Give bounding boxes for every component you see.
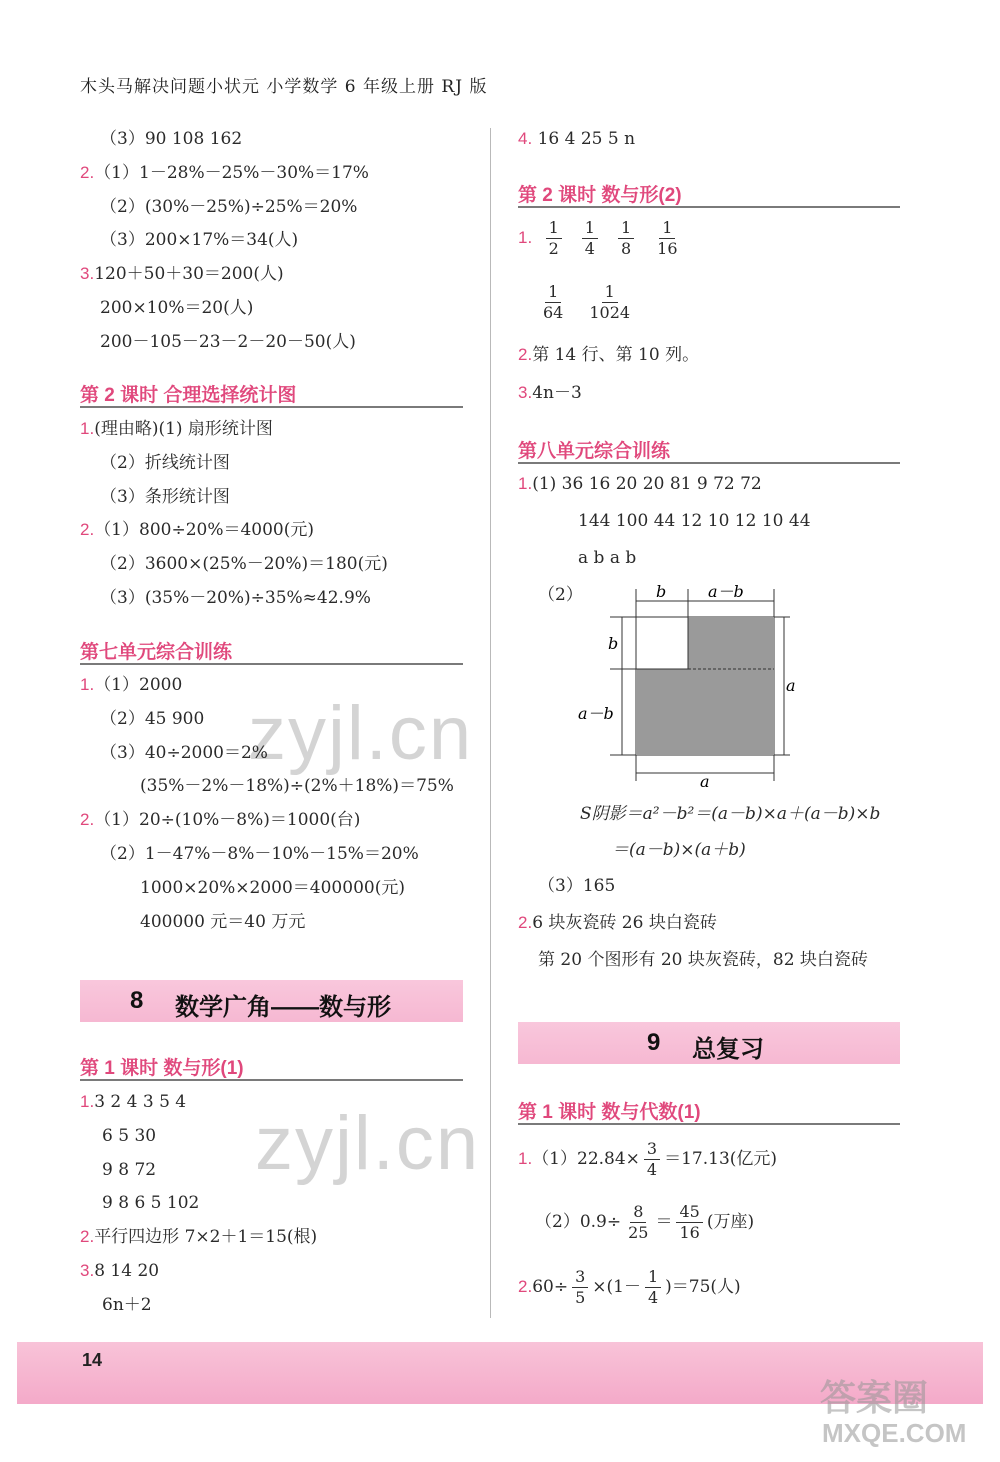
fraction: $\frac{1}{4}$ xyxy=(645,1267,661,1308)
answer-line xyxy=(518,382,582,404)
unit-8-number: 8 xyxy=(130,987,144,1014)
question-number: 2. xyxy=(518,345,533,364)
question-number: 1. xyxy=(518,228,533,247)
question-number: 3. xyxy=(80,1261,95,1280)
answer-text: 3 2 4 3 5 4 xyxy=(94,1092,187,1112)
watermark-zyjl-2: zyjl.cn xyxy=(255,1101,481,1186)
answer-text: 16 4 25 5 n xyxy=(537,129,636,149)
answer-text: （2）0.9÷ xyxy=(535,1212,622,1232)
answer-line xyxy=(100,297,253,319)
answer-line xyxy=(102,1159,156,1181)
page-header: 木头马解决问题小状元 小学数学 6 年级上册 RJ 版 xyxy=(80,77,488,97)
answer-line xyxy=(518,473,762,495)
label-top-a-minus-b: a－b xyxy=(708,582,744,601)
answer-text: （3）165 xyxy=(538,876,616,896)
answer-text: 4n－3 xyxy=(532,383,582,403)
watermark-answer-circle: 答案圈 xyxy=(820,1377,929,1418)
answer-line xyxy=(80,809,360,831)
section-underline xyxy=(518,462,900,464)
answer-text: （1）800÷20%＝4000(元) xyxy=(94,520,315,541)
section-title-shapes-2: 第 2 课时 数与形(2) xyxy=(518,185,682,206)
answer-text: 8 14 20 xyxy=(94,1261,160,1281)
section-underline xyxy=(80,1079,463,1081)
answer-line xyxy=(578,510,811,532)
question-number: 1. xyxy=(80,675,95,694)
answer-text: 120＋50＋30＝200(人) xyxy=(94,264,284,285)
answer-line xyxy=(518,128,635,150)
answer-line xyxy=(80,263,284,285)
answer-text: （2）1－47%－8%－10%－15%＝20% xyxy=(100,844,419,864)
answer-text: （3）90 108 162 xyxy=(100,129,243,149)
question-number: 3. xyxy=(80,264,95,284)
answer-text: （2）(30%－25%)÷25%＝20% xyxy=(100,196,358,217)
answer-text: 200－105－23－2－20－50(人) xyxy=(100,331,356,352)
label-bottom-a: a xyxy=(700,772,710,790)
answer-text: （3）40÷2000＝2% xyxy=(100,742,268,763)
column-divider xyxy=(490,128,491,1318)
fraction: $\frac{8}{25}$ xyxy=(628,1202,649,1242)
section-underline xyxy=(518,1123,900,1125)
answer-text: （2）折线统计图 xyxy=(100,452,230,473)
answer-text: （1）20÷(10%－8%)＝1000(台) xyxy=(94,810,361,831)
section-underline xyxy=(80,663,463,665)
answer-text: (万座) xyxy=(706,1212,755,1232)
answer-line xyxy=(518,1265,741,1309)
answer-text: 6 块灰瓷砖 26 块白瓷砖 xyxy=(532,913,717,933)
shaded-region-bottom xyxy=(636,669,774,755)
section-title-chart-choice: 第 2 课时 合理选择统计图 xyxy=(80,385,297,406)
fraction: $\frac{1}{8}$ xyxy=(618,218,634,259)
label-left-a-minus-b: a－b xyxy=(578,704,614,723)
answer-line xyxy=(80,1226,317,1248)
answer-line xyxy=(100,196,357,218)
answer-line xyxy=(140,775,454,797)
question-number: 2. xyxy=(518,913,533,932)
answer-text: )＝75(人) xyxy=(665,1277,741,1297)
answer-line xyxy=(80,418,273,440)
section-underline xyxy=(518,206,900,208)
question-number: 2. xyxy=(80,520,95,540)
answer-line xyxy=(535,1200,754,1244)
answer-line xyxy=(100,452,230,474)
answer-line xyxy=(100,587,371,609)
answer-line xyxy=(80,519,314,541)
square-difference-diagram xyxy=(570,575,810,790)
answer-text: (35%－2%－18%)÷(2%＋18%)＝75% xyxy=(140,776,454,797)
answer-text: 200×10%＝20(人) xyxy=(100,298,254,318)
fraction: $\frac{1}{4}$ xyxy=(582,218,598,259)
section-title-unit8-review: 第八单元综合训练 xyxy=(518,441,671,462)
answer-text: （1）1－28%－25%－30%＝17% xyxy=(94,162,369,183)
question-number: 2. xyxy=(80,810,95,830)
answer-text: （3）条形统计图 xyxy=(100,486,230,507)
answer-line xyxy=(140,877,405,899)
label-left-b: b xyxy=(608,634,619,653)
question-number: 2. xyxy=(80,162,95,182)
answer-text: 60÷ xyxy=(532,1277,569,1297)
watermark-mxqe: MXQE.COM xyxy=(822,1418,967,1448)
answer-line xyxy=(100,128,242,150)
answer-text: 6n＋2 xyxy=(102,1294,152,1315)
answer-text: 400000 元＝40 万元 xyxy=(140,911,306,932)
answer-text: 9 8 72 xyxy=(102,1159,157,1180)
answer-text: ×(1－ xyxy=(592,1277,641,1297)
fraction: $\frac{3}{4}$ xyxy=(644,1139,660,1180)
answer-line xyxy=(80,1091,186,1113)
answer-text: 9 8 6 5 102 xyxy=(102,1193,200,1214)
answer-line xyxy=(100,331,356,353)
answer-line xyxy=(100,708,204,730)
answer-line xyxy=(80,674,182,696)
answer-text: （1）2000 xyxy=(94,675,183,695)
question-number: 4. xyxy=(518,129,533,148)
answer-line xyxy=(80,1260,159,1282)
answer-line xyxy=(100,486,230,508)
fraction: $\frac{3}{5}$ xyxy=(572,1267,588,1308)
question-number: 2. xyxy=(80,1227,95,1247)
unit-8-title: 数学广角——数与形 xyxy=(175,994,391,1021)
answer-line xyxy=(538,949,868,971)
unit-9-title: 总复习 xyxy=(692,1036,764,1063)
answer-text: 平行四边形 7×2＋1＝15(根) xyxy=(94,1227,318,1248)
answer-text: （2）3600×(25%－20%)＝180(元) xyxy=(100,554,388,575)
question-number: 1. xyxy=(80,1092,95,1111)
answer-text: （1）22.84× xyxy=(532,1149,640,1169)
unit-9-number: 9 xyxy=(647,1029,661,1056)
answer-line xyxy=(518,344,699,366)
answer-line xyxy=(100,229,298,251)
formula-line-1: S阴影＝a²－b²＝(a－b)×a＋(a－b)×b xyxy=(580,804,881,824)
answer-text: ＝17.13(亿元) xyxy=(664,1149,778,1169)
answer-text: ＝ xyxy=(655,1212,673,1232)
fraction-row-2 xyxy=(532,282,645,323)
answer-line xyxy=(100,553,388,575)
watermark-zyjl-1: zyjl.cn xyxy=(248,691,474,776)
page-number: 14 xyxy=(82,1350,103,1370)
question-number: 1. xyxy=(80,419,95,438)
answer-line xyxy=(102,1294,152,1316)
label-top-b: b xyxy=(656,582,667,601)
answer-text: 6 5 30 xyxy=(102,1125,157,1146)
answer-line xyxy=(100,742,268,764)
section-title-number-algebra-1: 第 1 课时 数与代数(1) xyxy=(518,1102,701,1123)
answer-text: （3）(35%－20%)÷35%≈42.9% xyxy=(100,588,371,608)
answer-text: (理由略)(1) 扇形统计图 xyxy=(94,419,273,439)
shaded-region-top xyxy=(688,617,774,669)
answer-line xyxy=(102,1192,199,1214)
answer-line xyxy=(538,875,615,897)
fraction: $\frac{45}{16}$ xyxy=(676,1202,702,1243)
fraction: $\frac{1}{1024}$ xyxy=(589,282,631,322)
answer-line xyxy=(518,912,717,934)
label-right-a: a xyxy=(786,676,796,695)
formula-line-2: ＝(a－b)×(a＋b) xyxy=(612,840,746,860)
answer-line xyxy=(518,1137,777,1181)
section-title-shapes-1: 第 1 课时 数与形(1) xyxy=(80,1058,244,1079)
fraction: $\frac{1}{16}$ xyxy=(657,218,678,258)
answer-line xyxy=(80,162,369,184)
answer-text: 第 14 行、第 10 列。 xyxy=(532,345,700,365)
answer-line xyxy=(140,911,305,933)
answer-text: a b a b xyxy=(578,548,637,568)
answer-text: 第 20 个图形有 20 块灰瓷砖，82 块白瓷砖 xyxy=(538,950,868,970)
answer-text: （2） xyxy=(538,585,583,605)
answer-line xyxy=(102,1125,156,1147)
answer-line xyxy=(100,843,419,865)
answer-line xyxy=(578,547,636,569)
white-square xyxy=(636,617,688,669)
section-title-unit7-review: 第七单元综合训练 xyxy=(80,642,233,663)
answer-text: 1000×20%×2000＝400000(元) xyxy=(140,877,405,898)
answer-text: （3）200×17%＝34(人) xyxy=(100,230,299,251)
question-number: 3. xyxy=(518,383,533,402)
question-number: 2. xyxy=(518,1277,533,1296)
section-underline xyxy=(80,406,463,408)
answer-text: 144 100 44 12 10 12 10 44 xyxy=(578,511,811,531)
fraction: $\frac{1}{64}$ xyxy=(543,282,564,322)
fraction-row-1 xyxy=(518,218,693,259)
question-number: 1. xyxy=(518,1149,533,1168)
question-number: 1. xyxy=(518,474,533,493)
answer-text: (1) 36 16 20 20 81 9 72 72 xyxy=(532,474,762,494)
fraction: $\frac{1}{2}$ xyxy=(546,218,562,259)
answer-text: （2）45 900 xyxy=(100,708,205,729)
